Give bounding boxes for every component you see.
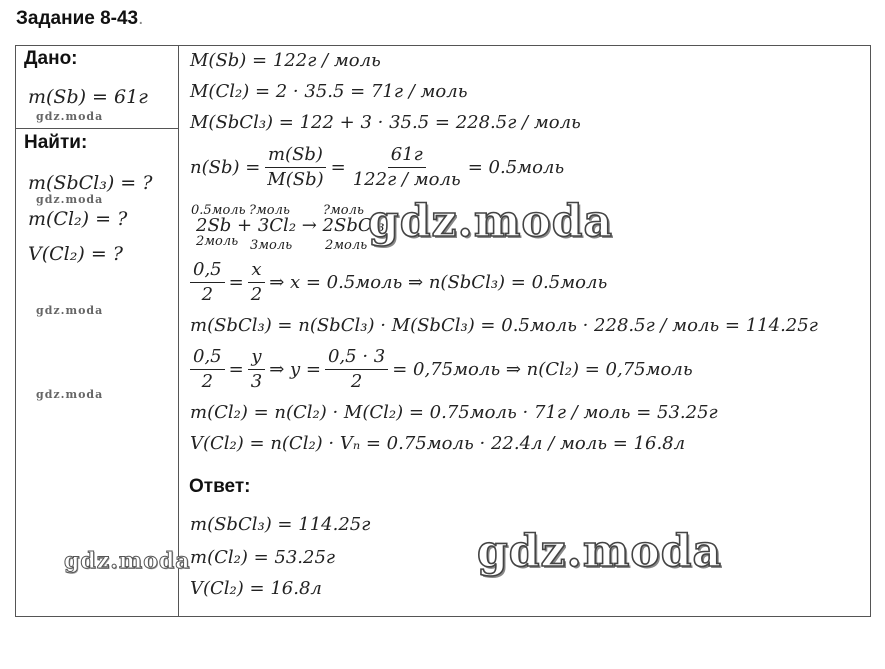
task-title: Задание 8-43.: [16, 8, 144, 29]
molar-mass-sb: M(Sb) = 122г / моль: [190, 50, 381, 71]
reaction-below-sb: 2моль: [196, 234, 239, 249]
find-item-sbcl3: m(SbCl₃) = ?: [28, 172, 153, 194]
answer-label: Ответ:: [189, 476, 251, 497]
molar-mass-sbcl3: M(SbCl₃) = 122 + 3 · 35.5 = 228.5г / моль: [190, 112, 581, 133]
table-divider-horizontal: [15, 128, 179, 129]
mass-sbcl3-calc: m(SbCl₃) = n(SbCl₃) · M(SbCl₃) = 0.5моль · 228.5г / моль = 114.25г: [190, 315, 818, 336]
watermark-medium: gdz.moda: [64, 548, 191, 574]
reaction-below-product: 2моль: [325, 238, 368, 253]
volume-cl2-calc: V(Cl₂) = n(Cl₂) · Vₙ = 0.75моль · 22.4л / моль = 16.8л: [190, 433, 686, 454]
watermark-small: gdz.moda: [36, 110, 104, 123]
find-label: Найти:: [24, 132, 88, 153]
watermark-small: gdz.moda: [36, 304, 104, 317]
molar-mass-cl2: M(Cl₂) = 2 · 35.5 = 71г / моль: [190, 81, 468, 102]
find-item-m-cl2: m(Cl₂) = ?: [28, 208, 128, 230]
mass-cl2-calc: m(Cl₂) = n(Cl₂) · M(Cl₂) = 0.75моль · 71г / моль = 53.25г: [190, 402, 718, 423]
answer-sbcl3: m(SbCl₃) = 114.25г: [190, 514, 371, 535]
proportion-y: $\frac{0,5}{2}$ = $\frac{y}{3}$ ⇒ y = $\frac{0,5 \cdot 3}{2}$ = 0,75моль ⇒ n(Cl₂) = 0,75моль: [190, 345, 693, 394]
reaction-above-cl2: ?моль: [249, 203, 290, 218]
table-divider-vertical: [178, 45, 179, 617]
watermark-small: gdz.moda: [36, 388, 104, 401]
amount-sb-formula: n(Sb) = $\frac{m(Sb)}{M(Sb)}$ = $\frac{61г}{\text{122г / моль}}$ = 0.5моль: [190, 144, 565, 190]
reaction-above-sb: 0.5моль: [191, 203, 246, 218]
reaction-equation: 2Sb + 3Cl₂ → 2SbCl₃: [196, 215, 385, 236]
find-item-v-cl2: V(Cl₂) = ?: [28, 243, 123, 265]
given-label: Дано:: [24, 48, 78, 69]
watermark-large: gdz.moda: [368, 196, 614, 247]
reaction-above-product: ?моль: [323, 203, 364, 218]
reaction-below-cl2: 3моль: [250, 238, 293, 253]
proportion-x: $\frac{0,5}{2}$ = $\frac{x}{2}$ ⇒ x = 0.5моль ⇒ n(SbCl₃) = 0.5моль: [190, 258, 607, 307]
watermark-large: gdz.moda: [477, 526, 723, 577]
watermark-small: gdz.moda: [36, 193, 104, 206]
given-item: m(Sb) = 61г: [28, 86, 148, 108]
answer-m-cl2: m(Cl₂) = 53.25г: [190, 547, 336, 568]
answer-v-cl2: V(Cl₂) = 16.8л: [190, 578, 322, 599]
